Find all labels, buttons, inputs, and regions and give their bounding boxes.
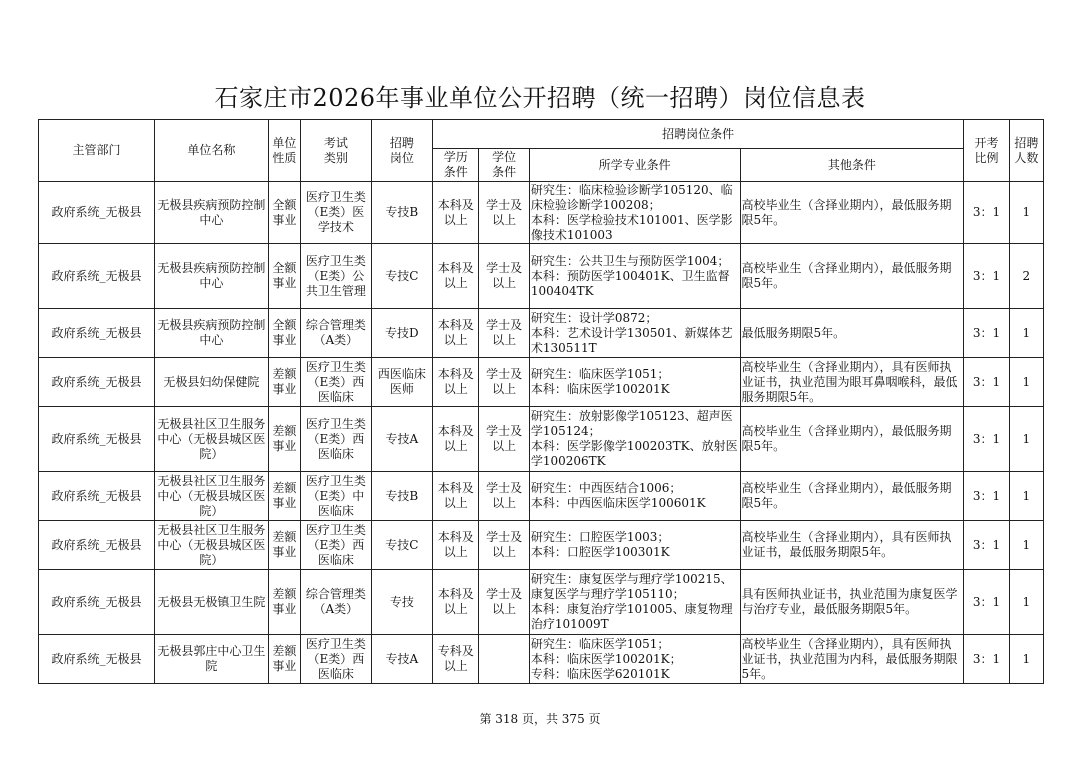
cell-count: 1 bbox=[1009, 407, 1043, 472]
cell-ratio: 3：1 bbox=[964, 182, 1009, 244]
cell-count: 1 bbox=[1009, 635, 1043, 684]
header-education-text: 学历 条件 bbox=[443, 150, 468, 179]
table-row bbox=[39, 635, 1044, 684]
cell-count: 2 bbox=[1009, 244, 1043, 309]
cell-count: 1 bbox=[1009, 521, 1043, 570]
cell-other: 具有医师执业证书，执业范围为康复医学与治疗专业，最低服务期限5年。 bbox=[740, 570, 964, 635]
cell-count: 1 bbox=[1009, 182, 1043, 244]
header-post bbox=[371, 120, 432, 182]
cell-nature: 全额事业 bbox=[268, 244, 300, 309]
cell-education: 专科及以上 bbox=[433, 635, 479, 684]
cell-count: 1 bbox=[1009, 472, 1043, 521]
table-row bbox=[39, 570, 1044, 635]
cell-major: 研究生：临床检验诊断学105120、临床检验诊断学100208； 本科：医学检验技术101001、医学影像技术101003 bbox=[529, 182, 740, 244]
cell-education: 本科及以上 bbox=[433, 244, 479, 309]
cell-exam: 医疗卫生类（E类）西医临床 bbox=[301, 407, 372, 472]
table-row bbox=[39, 182, 1044, 244]
cell-other: 高校毕业生（含择业期内），具有医师执业证书，执业范围为内科，最低服务期限5年。 bbox=[740, 635, 964, 684]
cell-education: 本科及以上 bbox=[433, 472, 479, 521]
header-other: 其他条件 bbox=[740, 149, 964, 182]
cell-exam: 医疗卫生类（E类）西医临床 bbox=[301, 521, 372, 570]
cell-department: 政府系统_无极县 bbox=[39, 521, 155, 570]
cell-degree: 学士及以上 bbox=[479, 472, 529, 521]
cell-unit: 无极县社区卫生服务中心（无极县城区医院） bbox=[154, 407, 268, 472]
page-title: 石家庄市2026年事业单位公开招聘（统一招聘）岗位信息表 bbox=[214, 84, 866, 112]
header-degree-text: 学位 条件 bbox=[492, 150, 517, 179]
cell-ratio: 3：1 bbox=[964, 521, 1009, 570]
cell-ratio: 3：1 bbox=[964, 635, 1009, 684]
cell-education: 本科及以上 bbox=[433, 309, 479, 358]
cell-education: 本科及以上 bbox=[433, 182, 479, 244]
cell-other: 最低服务期限5年。 bbox=[740, 309, 964, 358]
cell-exam: 医疗卫生类（E类）西医临床 bbox=[301, 635, 372, 684]
header-count bbox=[1009, 120, 1043, 182]
table-row bbox=[39, 358, 1044, 407]
cell-degree: 学士及以上 bbox=[479, 182, 529, 244]
cell-degree: 学士及以上 bbox=[479, 521, 529, 570]
cell-other: 高校毕业生（含择业期内），最低服务期限5年。 bbox=[740, 182, 964, 244]
cell-exam: 医疗卫生类（E类）医学技术 bbox=[301, 182, 372, 244]
cell-post: 专技A bbox=[371, 635, 432, 684]
cell-department: 政府系统_无极县 bbox=[39, 309, 155, 358]
cell-nature: 差额事业 bbox=[268, 407, 300, 472]
cell-degree: 学士及以上 bbox=[479, 244, 529, 309]
cell-major: 研究生：中西医结合1006； 本科：中西医临床医学100601K bbox=[529, 472, 740, 521]
header-degree bbox=[479, 149, 529, 182]
header-conditions: 招聘岗位条件 bbox=[433, 120, 964, 149]
cell-department: 政府系统_无极县 bbox=[39, 635, 155, 684]
table-row bbox=[39, 472, 1044, 521]
cell-post: 专技C bbox=[371, 521, 432, 570]
table-row bbox=[39, 309, 1044, 358]
cell-degree: 学士及以上 bbox=[479, 407, 529, 472]
cell-count: 1 bbox=[1009, 358, 1043, 407]
cell-department: 政府系统_无极县 bbox=[39, 407, 155, 472]
cell-unit: 无极县无极镇卫生院 bbox=[154, 570, 268, 635]
cell-major: 研究生：口腔医学1003； 本科：口腔医学100301K bbox=[529, 521, 740, 570]
header-count-text: 招聘 人数 bbox=[1014, 135, 1039, 165]
cell-exam: 综合管理类（A类） bbox=[301, 309, 372, 358]
cell-ratio: 3：1 bbox=[964, 570, 1009, 635]
cell-post: 专技B bbox=[371, 182, 432, 244]
header-nature bbox=[268, 120, 300, 182]
header-nature-text: 单位 性质 bbox=[272, 135, 297, 165]
cell-ratio: 3：1 bbox=[964, 407, 1009, 472]
cell-major: 研究生：临床医学1051； 本科：临床医学100201K； 专科：临床医学620101K bbox=[529, 635, 740, 684]
header-major: 所学专业条件 bbox=[529, 149, 740, 182]
cell-education: 本科及以上 bbox=[433, 407, 479, 472]
cell-unit: 无极县社区卫生服务中心（无极县城区医院） bbox=[154, 472, 268, 521]
cell-unit: 无极县郭庄中心卫生院 bbox=[154, 635, 268, 684]
cell-major: 研究生：公共卫生与预防医学1004； 本科：预防医学100401K、卫生监督100404TK bbox=[529, 244, 740, 309]
cell-unit: 无极县妇幼保健院 bbox=[154, 358, 268, 407]
cell-unit: 无极县社区卫生服务中心（无极县城区医院） bbox=[154, 521, 268, 570]
cell-department: 政府系统_无极县 bbox=[39, 570, 155, 635]
cell-education: 本科及以上 bbox=[433, 358, 479, 407]
cell-nature: 差额事业 bbox=[268, 570, 300, 635]
cell-major: 研究生：设计学0872； 本科：艺术设计学130501、新媒体艺术130511T bbox=[529, 309, 740, 358]
cell-ratio: 3：1 bbox=[964, 309, 1009, 358]
cell-department: 政府系统_无极县 bbox=[39, 182, 155, 244]
cell-other: 高校毕业生（含择业期内），最低服务期限5年。 bbox=[740, 407, 964, 472]
header-exam bbox=[301, 120, 372, 182]
cell-degree: 学士及以上 bbox=[479, 309, 529, 358]
cell-post: 专技 bbox=[371, 570, 432, 635]
cell-nature: 差额事业 bbox=[268, 635, 300, 684]
cell-exam: 医疗卫生类（E类）西医临床 bbox=[301, 358, 372, 407]
cell-unit: 无极县疾病预防控制中心 bbox=[154, 244, 268, 309]
cell-other: 高校毕业生（含择业期内），最低服务期限5年。 bbox=[740, 472, 964, 521]
cell-education: 本科及以上 bbox=[433, 570, 479, 635]
cell-post: 西医临床医师 bbox=[371, 358, 432, 407]
header-exam-text: 考试 类别 bbox=[323, 135, 348, 165]
page-footer: 第 318 页，共 375 页 bbox=[479, 712, 601, 726]
cell-degree bbox=[479, 635, 529, 684]
cell-ratio: 3：1 bbox=[964, 358, 1009, 407]
cell-ratio: 3：1 bbox=[964, 472, 1009, 521]
cell-nature: 差额事业 bbox=[268, 358, 300, 407]
table-row bbox=[39, 244, 1044, 309]
cell-unit: 无极县疾病预防控制中心 bbox=[154, 309, 268, 358]
cell-ratio: 3：1 bbox=[964, 244, 1009, 309]
header-ratio bbox=[964, 120, 1009, 182]
cell-department: 政府系统_无极县 bbox=[39, 472, 155, 521]
cell-post: 专技C bbox=[371, 244, 432, 309]
cell-degree: 学士及以上 bbox=[479, 358, 529, 407]
cell-count: 1 bbox=[1009, 570, 1043, 635]
cell-nature: 全额事业 bbox=[268, 309, 300, 358]
cell-nature: 差额事业 bbox=[268, 472, 300, 521]
header-department: 主管部门 bbox=[39, 120, 155, 182]
cell-unit: 无极县疾病预防控制中心 bbox=[154, 182, 268, 244]
cell-major: 研究生：临床医学1051； 本科：临床医学100201K bbox=[529, 358, 740, 407]
cell-major: 研究生：放射影像学105123、超声医学105124； 本科：医学影像学100203TK、放射医学100206TK bbox=[529, 407, 740, 472]
cell-department: 政府系统_无极县 bbox=[39, 358, 155, 407]
cell-degree: 学士及以上 bbox=[479, 570, 529, 635]
header-ratio-text: 开考 比例 bbox=[974, 135, 999, 165]
header-unit: 单位名称 bbox=[154, 120, 268, 182]
header-education bbox=[433, 149, 479, 182]
cell-nature: 全额事业 bbox=[268, 182, 300, 244]
cell-other: 高校毕业生（含择业期内），具有医师执业证书，最低服务期限5年。 bbox=[740, 521, 964, 570]
header-post-text: 招聘 岗位 bbox=[389, 135, 414, 165]
cell-post: 专技D bbox=[371, 309, 432, 358]
table-row bbox=[39, 521, 1044, 570]
job-info-table bbox=[38, 119, 1044, 684]
table-row bbox=[39, 407, 1044, 472]
cell-major: 研究生：康复医学与理疗学100215、康复医学与理疗学105110； 本科：康复治疗学101005、康复物理治疗101009T bbox=[529, 570, 740, 635]
cell-other: 高校毕业生（含择业期内），最低服务期限5年。 bbox=[740, 244, 964, 309]
table-body bbox=[39, 182, 1044, 684]
cell-exam: 医疗卫生类（E类）中医临床 bbox=[301, 472, 372, 521]
cell-education: 本科及以上 bbox=[433, 521, 479, 570]
cell-nature: 差额事业 bbox=[268, 521, 300, 570]
cell-post: 专技B bbox=[371, 472, 432, 521]
cell-post: 专技A bbox=[371, 407, 432, 472]
cell-count: 1 bbox=[1009, 309, 1043, 358]
cell-department: 政府系统_无极县 bbox=[39, 244, 155, 309]
cell-exam: 医疗卫生类（E类）公共卫生管理 bbox=[301, 244, 372, 309]
cell-other: 高校毕业生（含择业期内），具有医师执业证书，执业范围为眼耳鼻咽喉科，最低服务期限5年。 bbox=[740, 358, 964, 407]
cell-exam: 综合管理类（A类） bbox=[301, 570, 372, 635]
